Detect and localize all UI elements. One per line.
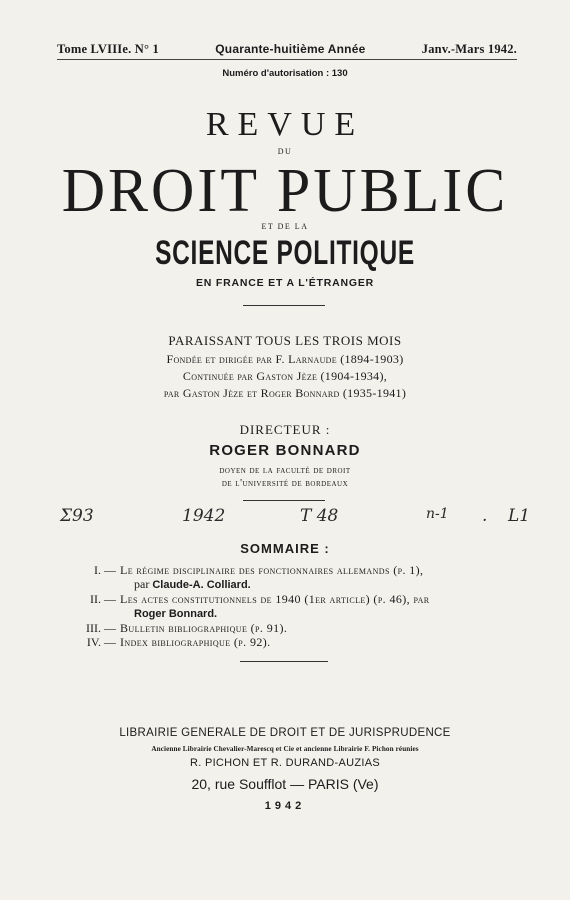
divider [243,500,325,501]
handwritten-note: Σ93 [60,506,94,526]
director-title-1: doyen de la faculté de droit [219,465,351,476]
toc-number: I. — [94,563,116,577]
title-science-politique: SCIENCE POLITIQUE [155,234,415,272]
toc-title: Le régime disciplinaire des fonctionnaires allemands (p. 1), [120,563,424,577]
handwritten-note: 1942 [182,506,226,526]
toc-number: III. — [86,621,116,635]
publisher-address: 20, rue Soufflot — PARIS (Ve) [191,776,379,792]
toc-title: Les actes constitutionnels de 1940 (1er article) (p. 46), par [120,592,430,606]
publisher-history: Ancienne Librairie Chevalier-Marescq et Cie et ancienne Librairie F. Pichon réunies [151,745,419,753]
divider [243,305,325,306]
director-label: DIRECTEUR : [239,422,331,437]
publisher-proprietors: R. PICHON ET R. DURAND-AUZIAS [189,757,380,769]
publication-year: 1942 [264,800,306,812]
toc-number: IV. — [86,635,116,649]
toc-item [68,563,526,592]
sommaire-heading: SOMMAIRE : [240,541,330,556]
continued-text-2: par Gaston Jèze et Roger Bonnard (1935-1941) [163,386,407,400]
toc-number: II. — [90,592,116,606]
toc-item [68,592,526,621]
frequency-text: PARAISSANT TOUS LES TROIS MOIS [168,333,402,348]
table-of-contents [68,563,526,649]
toc-by: par [134,577,150,591]
director-name: ROGER BONNARD [209,442,361,459]
founded-text: Fondée et dirigée par F. Larnaude (1894-1903) [166,352,404,366]
toc-item [68,621,526,635]
header-line [57,42,517,60]
toc-author: Claude-A. Colliard. [152,579,251,591]
publisher-name: LIBRAIRIE GENERALE DE DROIT ET DE JURISPRUDENCE [119,727,451,739]
handwritten-note: T 48 [300,506,339,526]
year-of-publication: Quarante-huitième Année [215,42,366,56]
title-subtitle: EN FRANCE ET A L'ÉTRANGER [195,277,375,289]
tome-number: Tome LVIIIe. N° 1 [57,42,159,56]
continued-text: Continuée par Gaston Jèze (1904-1934), [182,369,388,383]
divider [240,661,328,662]
toc-author: Roger Bonnard. [134,608,218,620]
handwritten-note: L1 [508,506,531,526]
title-revue: REVUE [205,106,365,143]
toc-title: Bulletin bibliographique (p. 91). [120,621,288,635]
title-du: DU [277,147,293,156]
handwritten-note: . [482,506,488,526]
toc-item [68,635,526,649]
director-title-2: de l'université de bordeaux [221,478,349,489]
handwritten-note: n-1 [426,506,449,522]
toc-title: Index bibliographique (p. 92). [120,635,271,649]
issue-date: Janv.-Mars 1942. [421,42,517,56]
handwritten-annotations [60,506,540,532]
authorisation-number: Numéro d'autorisation : 130 [222,68,348,79]
title-et-de-la: ET DE LA [261,222,309,231]
title-droit-public: DROIT PUBLIC [61,155,509,225]
